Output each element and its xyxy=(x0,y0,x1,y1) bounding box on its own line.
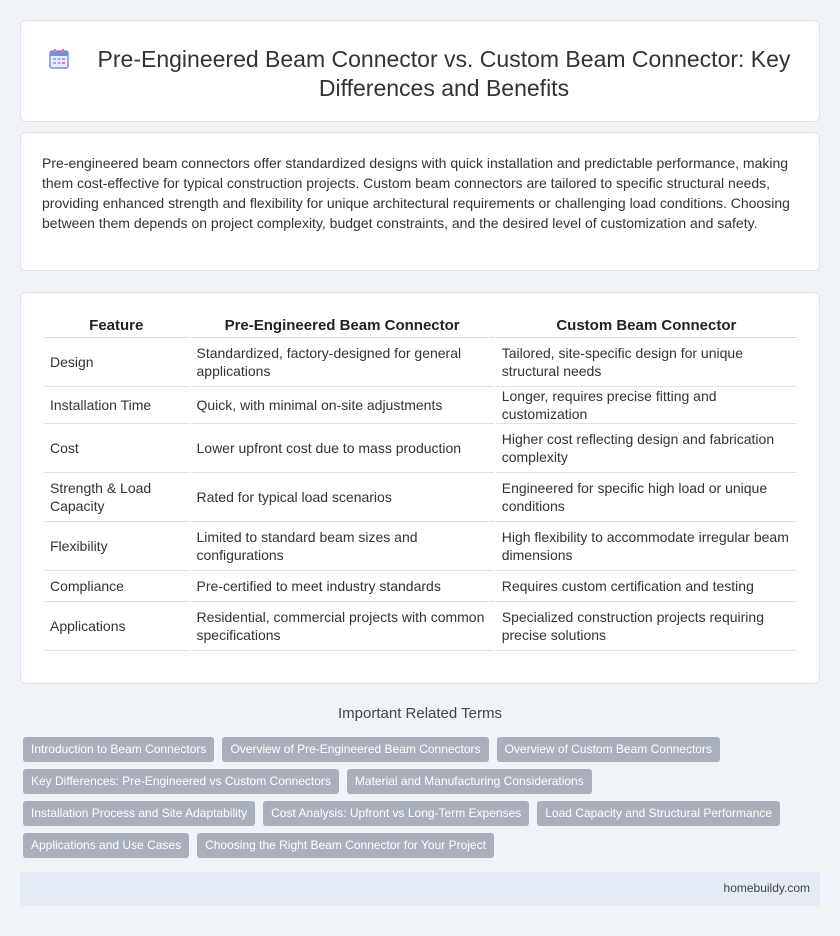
related-term-tag[interactable]: Overview of Pre-Engineered Beam Connectors xyxy=(222,737,488,762)
related-term-tag[interactable]: Applications and Use Cases xyxy=(23,833,189,858)
table-header-row xyxy=(44,315,797,338)
cell-pre-engineered: Limited to standard beam sizes and configurations xyxy=(191,522,494,571)
related-term-tag[interactable]: Cost Analysis: Upfront vs Long-Term Expenses xyxy=(263,801,529,826)
footer-site-link[interactable]: homebuildy.com xyxy=(723,881,810,895)
cell-feature: Applications xyxy=(44,602,189,651)
cell-custom: Tailored, site-specific design for unique structural needs xyxy=(496,338,797,387)
cell-feature: Flexibility xyxy=(44,522,189,571)
cell-custom: Longer, requires precise fitting and customization xyxy=(496,387,797,424)
table-row xyxy=(44,473,797,522)
cell-custom: Requires custom certification and testing xyxy=(496,571,797,602)
cell-custom: Higher cost reflecting design and fabrication complexity xyxy=(496,424,797,473)
cell-pre-engineered: Lower upfront cost due to mass production xyxy=(191,424,494,473)
calendar-icon xyxy=(48,48,70,70)
header-pre-engineered: Pre-Engineered Beam Connector xyxy=(191,315,494,338)
cell-custom: High flexibility to accommodate irregular beam dimensions xyxy=(496,522,797,571)
cell-pre-engineered: Residential, commercial projects with common specifications xyxy=(191,602,494,651)
related-term-tag[interactable]: Installation Process and Site Adaptability xyxy=(23,801,255,826)
title-card xyxy=(20,20,820,122)
related-term-tag[interactable]: Choosing the Right Beam Connector for Your Project xyxy=(197,833,494,858)
cell-feature: Design xyxy=(44,338,189,387)
related-term-tag[interactable]: Material and Manufacturing Considerations xyxy=(347,769,592,794)
related-terms-list xyxy=(23,737,803,865)
table-row xyxy=(44,387,797,424)
header-custom: Custom Beam Connector xyxy=(496,315,797,338)
table-row xyxy=(44,602,797,651)
comparison-table-card xyxy=(20,292,820,684)
intro-card xyxy=(20,132,820,271)
cell-feature: Installation Time xyxy=(44,387,189,424)
related-terms-heading: Important Related Terms xyxy=(338,705,502,722)
cell-custom: Engineered for specific high load or unique conditions xyxy=(496,473,797,522)
footer xyxy=(20,872,820,906)
comparison-table xyxy=(42,315,799,651)
header-feature: Feature xyxy=(44,315,189,338)
cell-pre-engineered: Rated for typical load scenarios xyxy=(191,473,494,522)
table-row xyxy=(44,424,797,473)
related-term-tag[interactable]: Key Differences: Pre-Engineered vs Custom Connectors xyxy=(23,769,339,794)
cell-feature: Compliance xyxy=(44,571,189,602)
cell-pre-engineered: Quick, with minimal on-site adjustments xyxy=(191,387,494,424)
intro-paragraph: Pre-engineered beam connectors offer standardized designs with quick installation and predictable performance, making them cost-effective for typical construction projects. Custom beam connectors are tailored to specific structural needs, providing enhanced strength and flexibility for unique architectural requirements or challenging load conditions. Choosing between them depends on project complexity, budget constraints, and the desired level of customization and safety. xyxy=(42,155,790,231)
page-title: Pre-Engineered Beam Connector vs. Custom Beam Connector: Key Differences and Benefits xyxy=(97,46,791,101)
related-term-tag[interactable]: Load Capacity and Structural Performance xyxy=(537,801,780,826)
related-term-tag[interactable]: Introduction to Beam Connectors xyxy=(23,737,214,762)
cell-feature: Cost xyxy=(44,424,189,473)
cell-pre-engineered: Standardized, factory-designed for general applications xyxy=(191,338,494,387)
related-term-tag[interactable]: Overview of Custom Beam Connectors xyxy=(497,737,720,762)
cell-pre-engineered: Pre-certified to meet industry standards xyxy=(191,571,494,602)
cell-feature: Strength & Load Capacity xyxy=(44,473,189,522)
table-row xyxy=(44,522,797,571)
table-row xyxy=(44,338,797,387)
cell-custom: Specialized construction projects requiring precise solutions xyxy=(496,602,797,651)
table-row xyxy=(44,571,797,602)
